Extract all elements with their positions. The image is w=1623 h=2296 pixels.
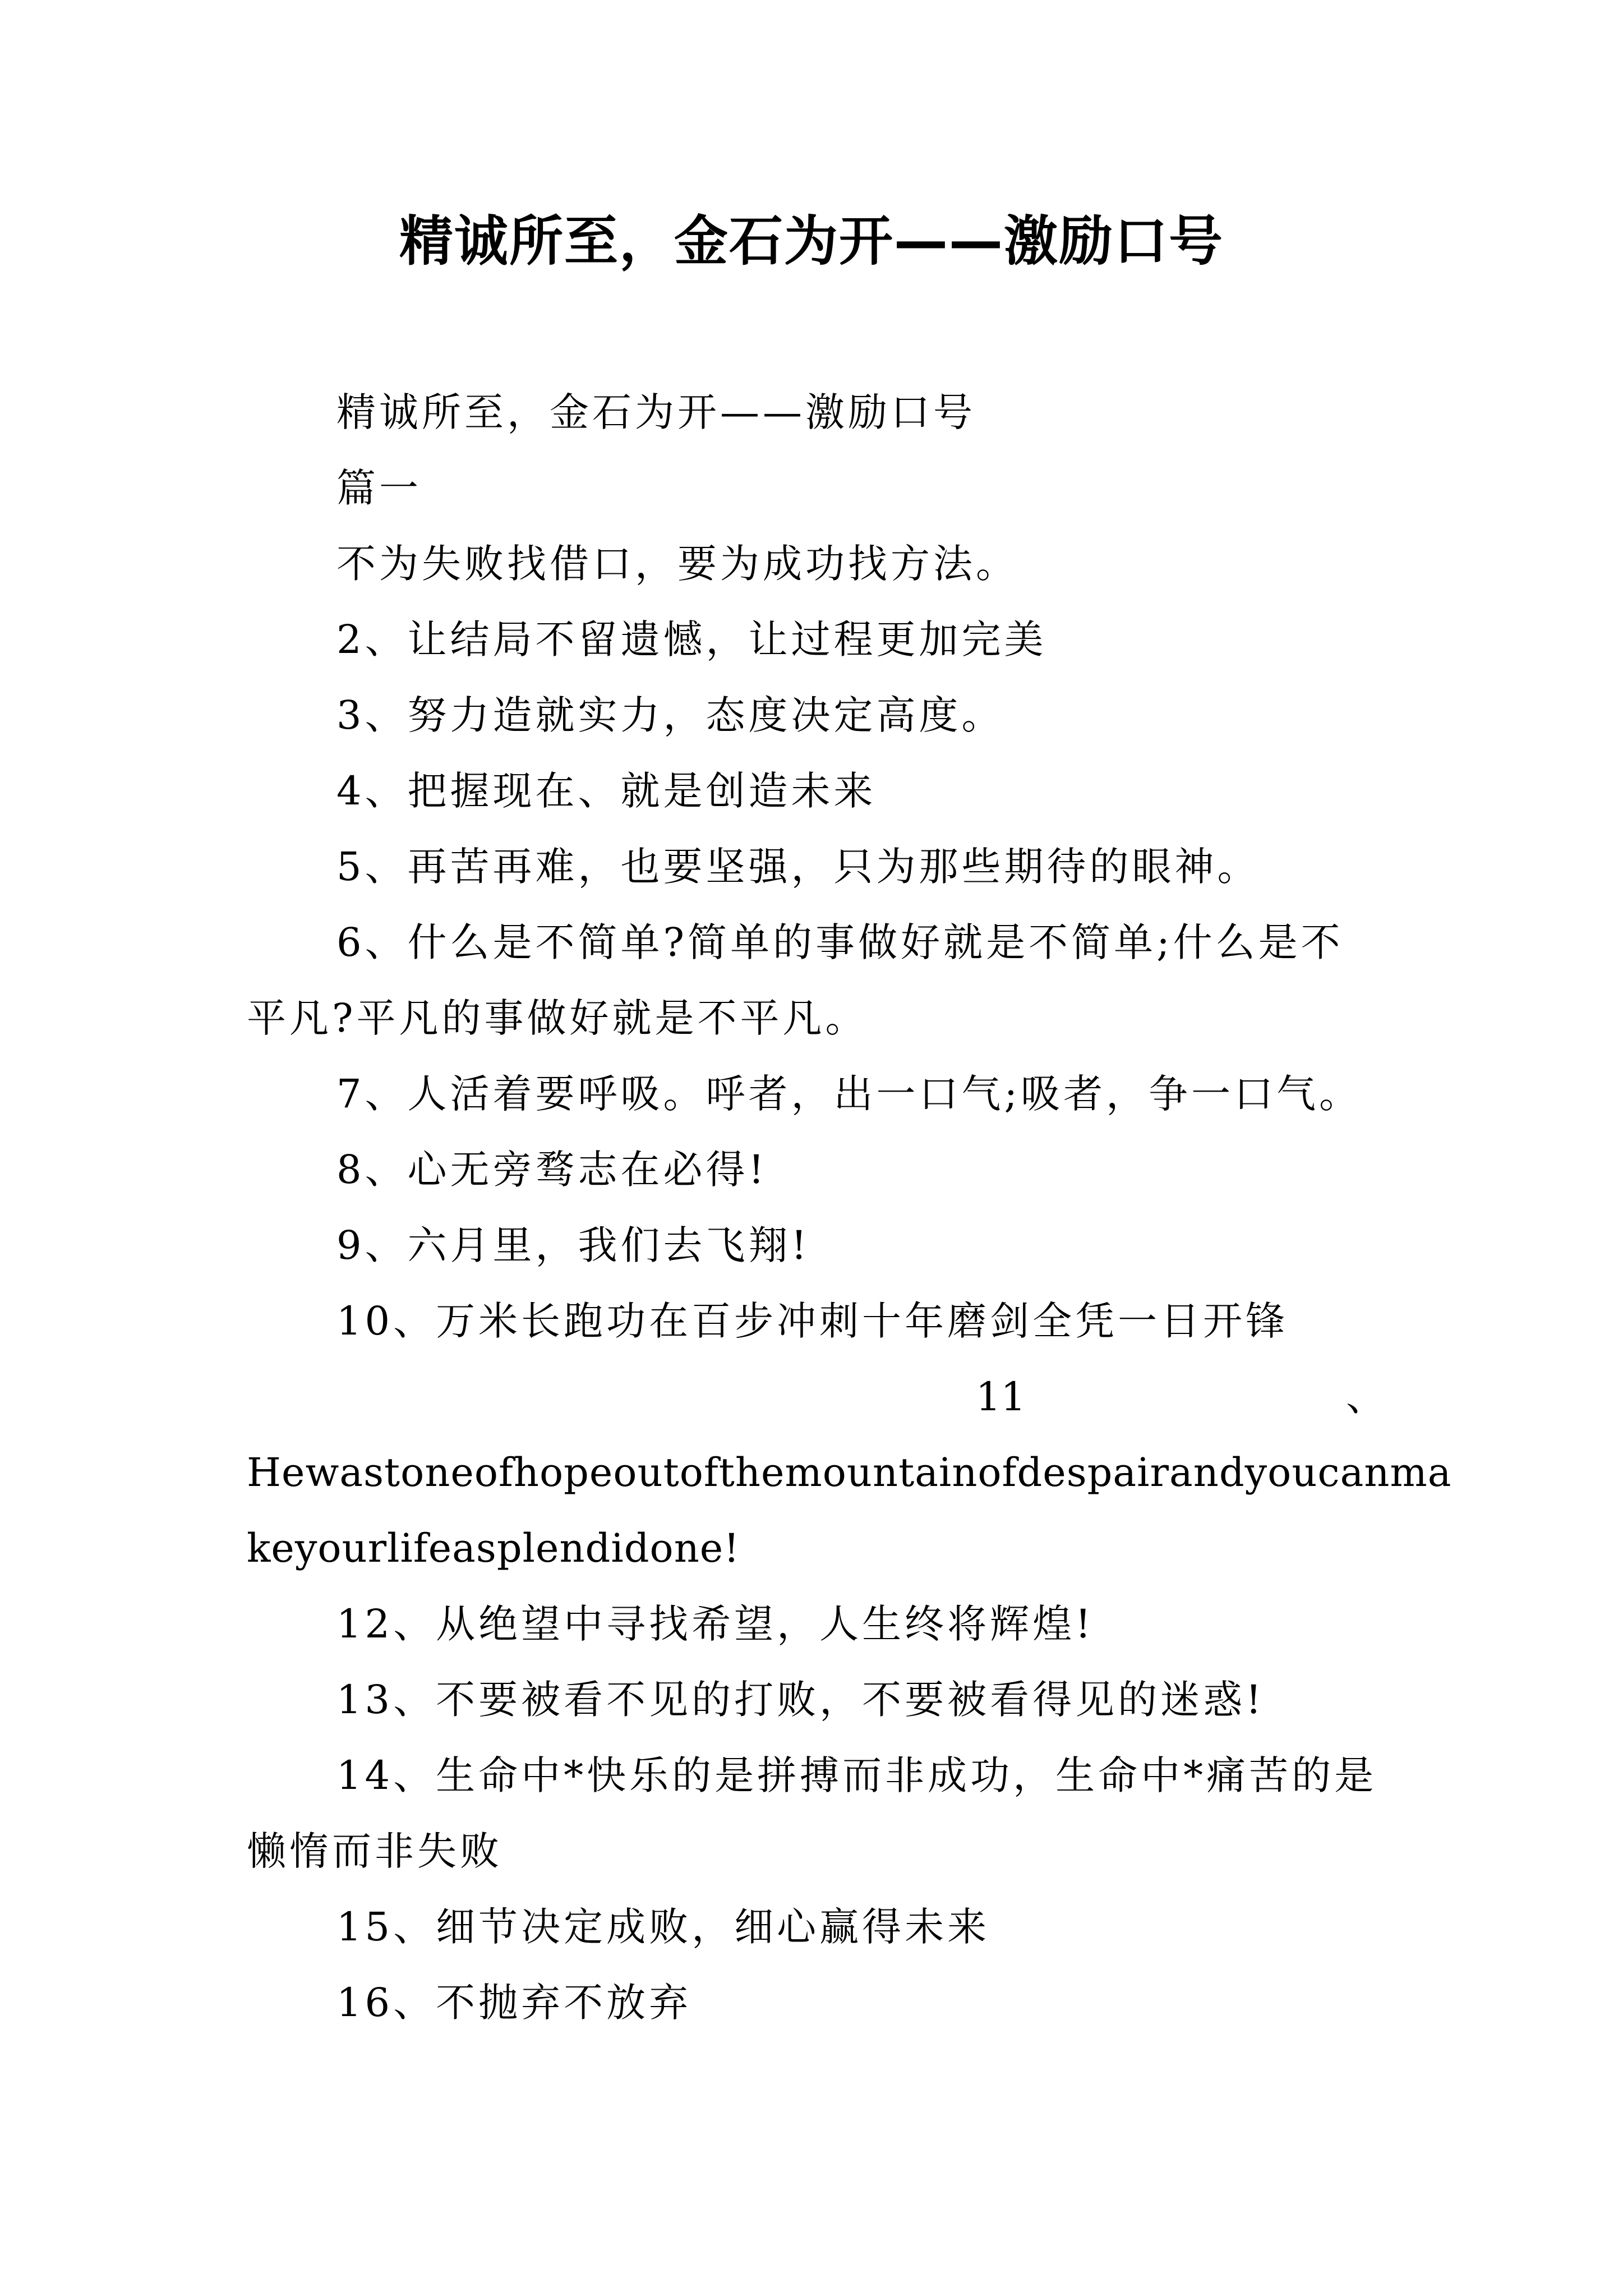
subtitle-line: 精诚所至，金石为开——激励口号 [336, 389, 976, 435]
slogan-line-8: 8、心无旁骛志在必得! [336, 1147, 768, 1193]
slogan-line-14-continued: 懒惰而非失败 [247, 1828, 502, 1874]
document-title: 精诚所至，金石为开——激励口号 [399, 210, 1224, 273]
section-heading: 篇一 [336, 465, 422, 511]
slogan-number-11: 11 [976, 1374, 1026, 1420]
slogan-line-15: 15、细节决定成败，细心赢得未来 [336, 1904, 990, 1950]
slogan-line-10: 10、万米长跑功在百步冲刺十年磨剑全凭一日开锋 [336, 1298, 1289, 1344]
slogan-line-7: 7、人活着要呼吸。呼者，出一口气;吸者，争一口气。 [336, 1071, 1362, 1117]
slogan-line-6: 6、什么是不简单?简单的事做好就是不简单;什么是不 [336, 919, 1344, 965]
slogan-line-6-continued: 平凡?平凡的事做好就是不平凡。 [247, 995, 868, 1041]
slogan-line-11-english-continued: keyourlifeasplendidone! [247, 1525, 740, 1571]
slogan-line-2: 2、让结局不留遗憾，让过程更加完美 [336, 616, 1047, 662]
slogan-separator: 、 [1346, 1374, 1385, 1420]
slogan-line-12: 12、从绝望中寻找希望，人生终将辉煌! [336, 1601, 1095, 1647]
slogan-line-4: 4、把握现在、就是创造未来 [336, 768, 877, 814]
slogan-line-3: 3、努力造就实力，态度决定高度。 [336, 692, 1004, 738]
slogan-line-14: 14、生命中*快乐的是拼搏而非成功，生命中*痛苦的是 [336, 1752, 1377, 1798]
slogan-line-1: 不为失败找借口，要为成功找方法。 [336, 541, 1018, 587]
slogan-line-9: 9、六月里，我们去飞翔! [336, 1222, 810, 1268]
slogan-line-11-english: Hewastoneofhopeoutofthemountainofdespairandyoucanma [247, 1450, 1452, 1496]
slogan-line-13: 13、不要被看不见的打败，不要被看得见的迷惑! [336, 1677, 1265, 1723]
slogan-line-16: 16、不抛弃不放弃 [336, 1980, 692, 2026]
slogan-line-5: 5、再苦再难，也要坚强，只为那些期待的眼神。 [336, 844, 1260, 890]
